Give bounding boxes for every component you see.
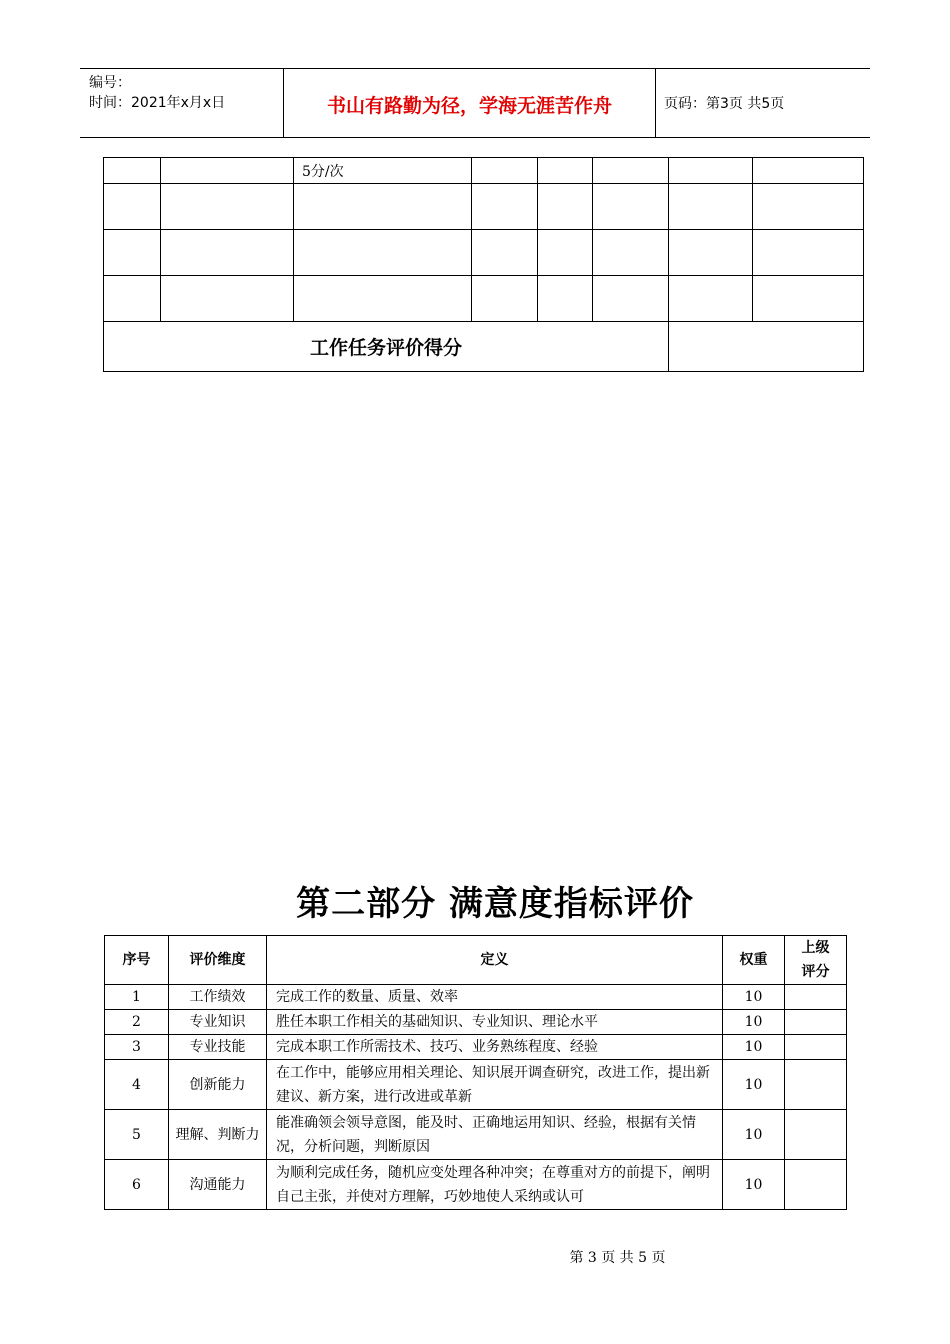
header-dimension: 评价维度 — [169, 936, 267, 985]
row-weight: 10 — [723, 1160, 785, 1210]
row-index: 6 — [105, 1160, 169, 1210]
table-row — [105, 1060, 847, 1110]
row-score-cell[interactable] — [785, 1060, 847, 1110]
row-weight: 10 — [723, 1060, 785, 1110]
row-dimension: 创新能力 — [169, 1060, 267, 1110]
row-score-cell[interactable] — [785, 1110, 847, 1160]
row-dimension: 专业技能 — [169, 1035, 267, 1060]
row-weight: 10 — [723, 1110, 785, 1160]
satisfaction-table — [104, 935, 847, 1210]
task-score-value — [669, 322, 864, 372]
row-definition: 完成本职工作所需技术、技巧、业务熟练程度、经验 — [267, 1035, 723, 1060]
task-evaluation-table — [103, 157, 864, 372]
header-definition: 定义 — [267, 936, 723, 985]
header-motto: 书山有路勤为径，学海无涯苦作舟 — [326, 95, 612, 117]
table-row — [105, 1110, 847, 1160]
header-meta — [89, 73, 225, 113]
row-index: 3 — [105, 1035, 169, 1060]
row-index: 1 — [105, 985, 169, 1010]
row-dimension: 理解、判断力 — [169, 1110, 267, 1160]
row-score-cell[interactable] — [785, 1160, 847, 1210]
row-definition: 完成工作的数量、质量、效率 — [267, 985, 723, 1010]
row-score-cell[interactable] — [785, 1035, 847, 1060]
row-dimension: 专业知识 — [169, 1010, 267, 1035]
task-score-label: 工作任务评价得分 — [104, 322, 669, 372]
table-row — [104, 184, 864, 230]
header-weight: 权重 — [723, 936, 785, 985]
table-row — [105, 1010, 847, 1035]
row-index: 2 — [105, 1010, 169, 1035]
page-footer: 第 3 页 共 5 页 — [569, 1250, 666, 1266]
row-index: 4 — [105, 1060, 169, 1110]
row-index: 5 — [105, 1110, 169, 1160]
score-row — [104, 322, 864, 372]
table-row — [105, 985, 847, 1010]
row-score-cell[interactable] — [785, 1010, 847, 1035]
row-definition: 在工作中，能够应用相关理论、知识展开调查研究，改进工作，提出新建议、新方案，进行改进或革新 — [267, 1060, 723, 1110]
code-label: 编号： — [89, 75, 131, 91]
header-page-number: 页码：第3页 共5页 — [664, 96, 785, 112]
section-title: 第二部分 满意度指标评价 — [296, 884, 694, 924]
row-dimension: 沟通能力 — [169, 1160, 267, 1210]
table-header-row — [105, 936, 847, 985]
header-superior-score: 上级 评分 — [785, 936, 847, 985]
header-index: 序号 — [105, 936, 169, 985]
table-row — [104, 276, 864, 322]
row-definition: 为顺利完成任务，随机应变处理各种冲突；在尊重对方的前提下，阐明自己主张，并使对方理解，巧妙地使人采纳或认可 — [267, 1160, 723, 1210]
table-row — [105, 1160, 847, 1210]
row-dimension: 工作绩效 — [169, 985, 267, 1010]
unit-cell: 5分/次 — [294, 158, 472, 184]
table-row — [105, 1035, 847, 1060]
header-divider — [655, 69, 656, 137]
table-row — [104, 230, 864, 276]
page-header — [80, 68, 870, 138]
row-weight: 10 — [723, 1010, 785, 1035]
table-row — [104, 158, 864, 184]
row-score-cell[interactable] — [785, 985, 847, 1010]
row-weight: 10 — [723, 985, 785, 1010]
date-text: 时间：2021年x月x日 — [89, 95, 226, 111]
row-definition: 胜任本职工作相关的基础知识、专业知识、理论水平 — [267, 1010, 723, 1035]
row-definition: 能准确领会领导意图，能及时、正确地运用知识、经验，根据有关情况，分析问题，判断原因 — [267, 1110, 723, 1160]
row-weight: 10 — [723, 1035, 785, 1060]
